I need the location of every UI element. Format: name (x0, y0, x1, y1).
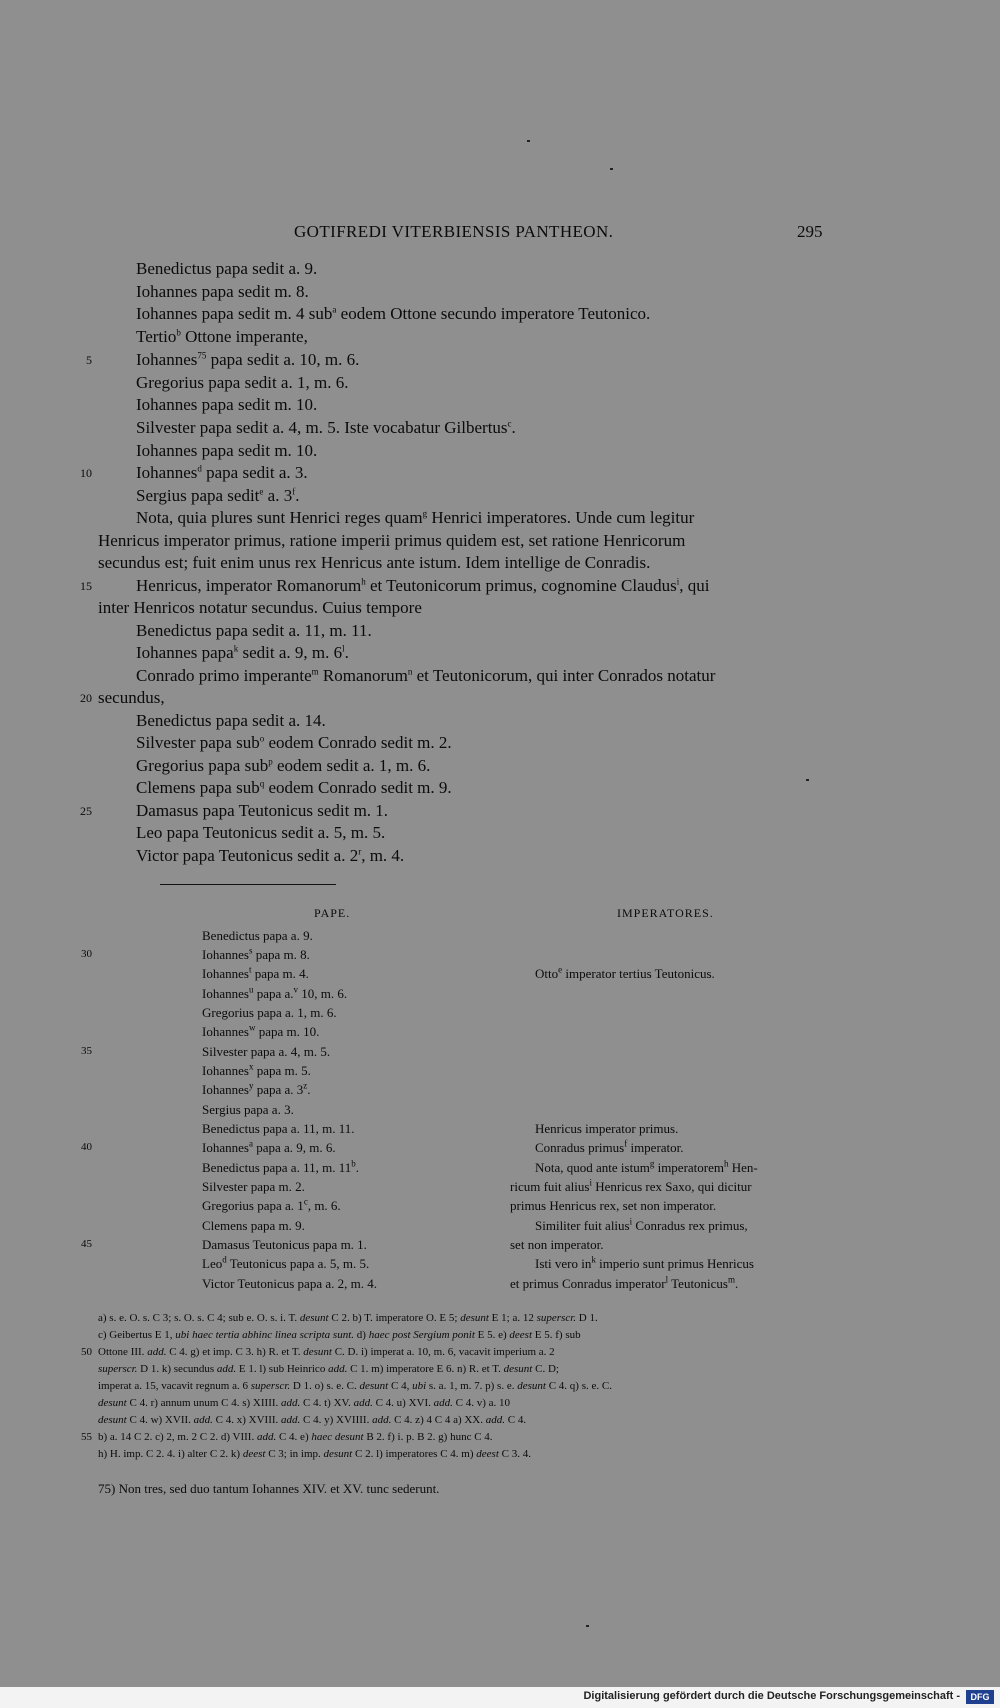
apparatus-line: imperat a. 15, vacavit regnum a. 6 superscr. D 1. o) s. e. C. desunt C 4, ubi s. a. 1, m. 7. p) s. e. desunt C 4. q) s. e. C. (98, 1380, 612, 1392)
line-number: 45 (81, 1238, 92, 1250)
pope-entry: Damasus Teutonicus papa m. 1. (202, 1237, 367, 1252)
dfg-logo-icon: DFG (966, 1690, 994, 1704)
digitization-bar (0, 1687, 1000, 1708)
text-line: Iohannes papa$^k$ sedit a. 9, m. 6$^l$. (136, 643, 349, 662)
scan-speck (610, 168, 613, 170)
running-head (0, 222, 1000, 244)
text-line: Iohannes papa sedit m. 10. (136, 441, 318, 460)
emperor-entry: set non imperator. (510, 1237, 604, 1252)
pope-entry: Iohannes$^y$ papa a. 3$^z$. (202, 1080, 311, 1097)
emperor-entry: Nota, quod ante istum$^g$ imperatorem$^h$ Hen- (535, 1158, 758, 1175)
pope-entry: Gregorius papa a. 1$^c$, m. 6. (202, 1196, 341, 1213)
apparatus-line: b) a. 14 C 2. c) 2, m. 2 C 2. d) VIII. add. C 4. e) haec desunt B 2. f) i. p. B 2. g) hunc C 4. (98, 1431, 493, 1443)
line-number: 20 (80, 691, 92, 705)
text-line: secundus est; fuit enim unus rex Henricus ante istum. Idem intellige de Conradis. (98, 553, 651, 572)
dfg-credit: Digitalisierung gefördert durch die Deutsche Forschungsgemeinschaft - (583, 1690, 960, 1702)
text-line: Henricus imperator primus, ratione imperii primus quidem est, set ratione Henricorum (98, 531, 686, 550)
emperor-entry: Similiter fuit alius$^i$ Conradus rex primus, (535, 1216, 748, 1233)
text-line: Silvester papa sub$^o$ eodem Conrado sedit m. 2. (136, 733, 452, 752)
line-number: 55 (81, 1431, 92, 1443)
scan-speck (586, 1625, 589, 1627)
pope-entry: Leo$^d$ Teutonicus papa a. 5, m. 5. (202, 1254, 370, 1271)
text-line: Henricus, imperator Romanorum$^h$ et Teutonicorum primus, cognomine Claudus$^i$, qui (136, 576, 710, 595)
page-number: 295 (797, 222, 823, 241)
scan-speck (806, 779, 809, 781)
column-heading-imperatores: IMPERATORES. (617, 906, 714, 920)
line-number: 50 (81, 1346, 92, 1358)
pope-entry: Iohannes$^x$ papa m. 5. (202, 1061, 311, 1078)
line-number: 10 (80, 466, 92, 480)
text-line: secundus, (98, 688, 165, 707)
emperor-entry: Isti vero $in^k$ imperio sunt primus Henricus (535, 1254, 754, 1271)
scan-speck (527, 140, 530, 142)
text-line: Clemens papa sub$^q$ eodem Conrado sedit m. 9. (136, 778, 452, 797)
apparatus-line: a) s. e. O. s. C 3; s. O. s. C 4; sub e. O. s. i. T. desunt C 2. b) T. imperatore O. E 5; desunt E 1; a. 12 superscr. D 1. (98, 1312, 598, 1324)
text-line: Leo papa Teutonicus sedit a. 5, m. 5. (136, 823, 386, 842)
text-line: Gregorius papa sedit a. 1, m. 6. (136, 373, 349, 392)
pope-entry: Benedictus papa a. 11, m. 11. (202, 1121, 355, 1136)
apparatus-line: h) H. imp. C 2. 4. i) alter C 2. k) deest C 3; in imp. desunt C 2. l) imperatores C 4. m) deest C 3. 4. (98, 1448, 531, 1460)
pope-entry: Iohannes$^u$ papa a.$^v$ 10, m. 6. (202, 984, 348, 1001)
text-line: Benedictus papa sedit a. 14. (136, 711, 326, 730)
line-number: 15 (80, 579, 92, 593)
text-line: Silvester papa sedit a. 4, m. 5. Iste vocabatur Gilbertus$^c$. (136, 418, 516, 437)
text-line: Nota, quia plures sunt Henrici reges quam$^g$ Henrici imperatores. Unde cum legitur (136, 508, 695, 527)
column-heading-pape: PAPE. (314, 906, 351, 920)
text-line: Benedictus papa sedit a. 11, m. 11. (136, 621, 372, 640)
text-line: Sergius papa sedit$^e$ a. 3$^f$. (136, 486, 300, 505)
emperor-entry: Conradus primus$^f$ imperator. (535, 1138, 684, 1155)
text-line: inter Henricos notatur secundus. Cuius tempore (98, 598, 422, 617)
pope-entry: Benedictus papa a. 11, m. 11$^b$. (202, 1158, 359, 1175)
pope-entry: Victor Teutonicus papa a. 2, m. 4. (202, 1276, 377, 1291)
text-line: Iohannes$^d$ papa sedit a. 3. (136, 463, 308, 482)
separator-rule (160, 884, 336, 885)
text-line: Damasus papa Teutonicus sedit m. 1. (136, 801, 389, 820)
line-number: 25 (80, 804, 92, 818)
text-line: Iohannes papa sedit m. 8. (136, 282, 309, 301)
text-line: Benedictus papa sedit a. 9. (136, 259, 318, 278)
text-line: Iohannes papa sedit m. 4 sub$^a$ eodem Ottone secundo imperatore Teutonico. (136, 304, 651, 323)
text-line: Conrado primo imperante$^m$ Romanorum$^n$ et Teutonicorum, qui inter Conrados notatur (136, 666, 716, 685)
emperor-entry: Otto$^e$ imperator tertius Teutonicus. (535, 964, 715, 981)
apparatus-line: desunt C 4. w) XVII. add. C 4. x) XVIII. add. C 4. y) XVIIII. add. C 4. z) 4 C 4 a) XX. add. C 4. (98, 1414, 527, 1426)
emperor-entry: primus Henricus rex, set non imperator. (510, 1198, 717, 1213)
apparatus-line: superscr. D 1. k) secundus add. E 1. l) sub Heinrico add. C 1. m) imperatore E 6. n) R. et T. desunt C. D; (98, 1363, 559, 1375)
line-number: 5 (86, 353, 92, 367)
text-line: Tertio$^b$ Ottone imperante, (136, 327, 308, 346)
emperor-entry: ricum fuit alius$^i$ Henricus rex Saxo, qui dicitur (510, 1177, 752, 1194)
text-line: Victor papa Teutonicus sedit a. 2$^r$, m. 4. (136, 846, 405, 865)
emperor-entry: Henricus imperator primus. (535, 1121, 679, 1136)
pope-entry: Silvester papa m. 2. (202, 1179, 305, 1194)
emperor-entry: et primus Conradus imperator$^l$ Teutonicus$^m$. (510, 1274, 739, 1291)
pope-entry: Iohannes$^w$ papa m. 10. (202, 1022, 320, 1039)
pope-entry: Iohannes$^s$ papa m. 8. (202, 945, 310, 962)
line-number: 30 (81, 948, 92, 960)
line-number: 35 (81, 1045, 92, 1057)
pope-entry: Iohannes$^a$ papa a. 9, m. 6. (202, 1138, 336, 1155)
footnote-75: 75) Non tres, sed duo tantum Iohannes XIV. et XV. tunc sederunt. (98, 1481, 440, 1496)
text-line: Gregorius papa sub$^p$ eodem sedit a. 1, m. 6. (136, 756, 431, 775)
pope-entry: Sergius papa a. 3. (202, 1102, 294, 1117)
pope-entry: Benedictus papa a. 9. (202, 928, 313, 943)
apparatus-line: c) Geibertus E 1, ubi haec tertia abhinc linea scripta sunt. d) haec post Sergium ponit E 5. e) deest E 5. f) sub (98, 1329, 581, 1341)
pope-entry: Iohannes$^t$ papa m. 4. (202, 964, 309, 981)
pope-entry: Silvester papa a. 4, m. 5. (202, 1044, 331, 1059)
pope-entry: Gregorius papa a. 1, m. 6. (202, 1005, 337, 1020)
apparatus-line: desunt C 4. r) annum unum C 4. s) XIIII. add. C 4. t) XV. add. C 4. u) XVI. add. C 4. v) a. 10 (98, 1397, 511, 1409)
apparatus-line: Ottone III. add. C 4. g) et imp. C 3. h) R. et T. desunt C. D. i) imperat a. 10, m. 6, vacavit imperium a. 2 (98, 1346, 555, 1358)
line-number: 40 (81, 1141, 92, 1153)
running-title: GOTIFREDI VITERBIENSIS PANTHEON. (294, 222, 614, 241)
text-line: Iohannes$^{75}$ papa sedit a. 10, m. 6. (136, 350, 360, 369)
text-line: Iohannes papa sedit m. 10. (136, 395, 318, 414)
pope-entry: Clemens papa m. 9. (202, 1218, 305, 1233)
